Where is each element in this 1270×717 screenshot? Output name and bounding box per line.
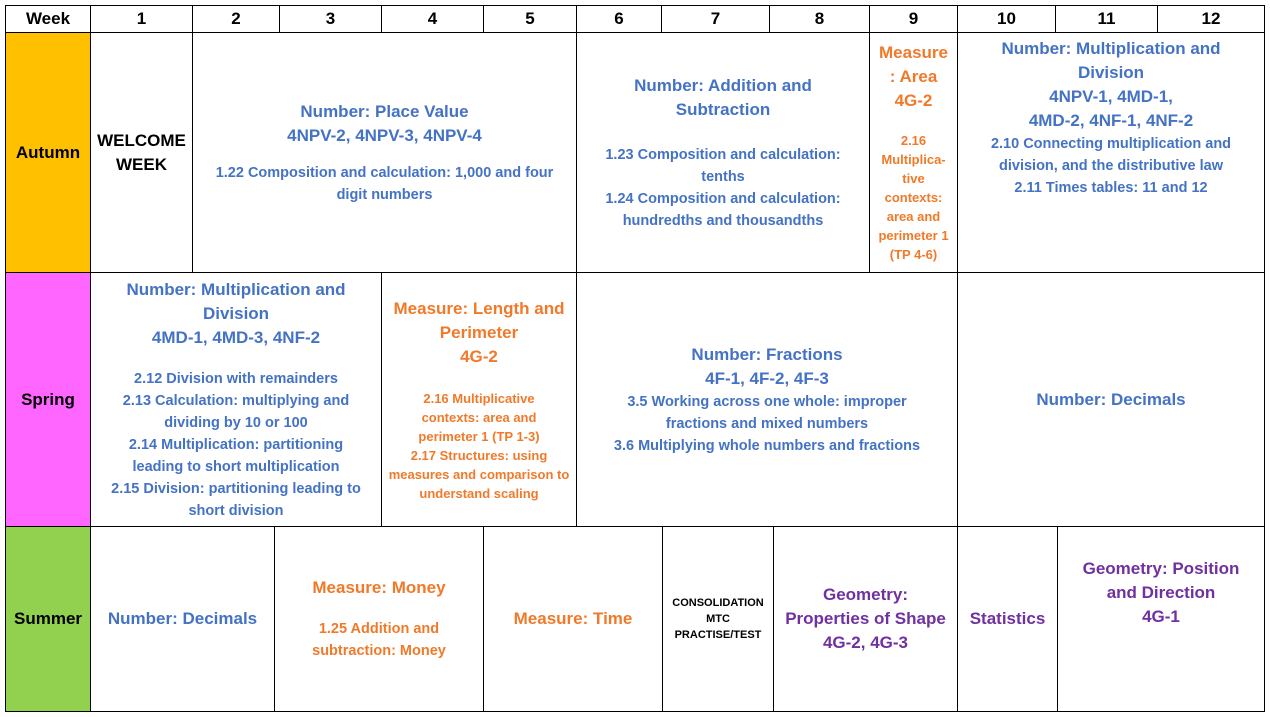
consolidation-line-3: PRACTISE/TEST: [674, 629, 762, 641]
header-week-6: 6: [576, 5, 662, 33]
area-codes: 4G-2: [894, 91, 933, 110]
spring-mult-title-1: Number: Multiplication and: [126, 279, 346, 299]
summer-time: Measure: Time: [483, 526, 663, 712]
position-codes: 4G-1: [1142, 607, 1180, 626]
area-title-2: : Area: [889, 67, 938, 86]
term-spring: Spring: [5, 272, 91, 527]
fractions-step-1: 3.5 Working across one whole: improper fractions and mixed numbers: [627, 393, 907, 432]
welcome-line-1: WELCOME: [97, 130, 186, 150]
header-week-3: 3: [279, 5, 382, 33]
position-title-2: and Direction: [1106, 583, 1216, 602]
summer-statistics: Statistics: [957, 526, 1058, 712]
place-value-codes: 4NPV-2, 4NPV-3, 4NPV-4: [287, 125, 482, 145]
position-title-1: Geometry: Position: [1082, 559, 1240, 578]
autumn-addition-subtraction: [576, 32, 870, 273]
consolidation-line-1: CONSOLIDATION: [672, 597, 764, 609]
header-week-8: 8: [769, 5, 870, 33]
summer-consolidation: [662, 526, 774, 712]
length-title-1: Measure: Length and: [393, 298, 565, 318]
autumn-mult-title-1: Number: Multiplication and: [1001, 39, 1221, 58]
autumn-mult-title-2: Division: [1077, 63, 1145, 82]
spring-mult-step-2: 2.13 Calculation: multiplying and dividing by 10 or 100: [122, 392, 350, 431]
header-week-11: 11: [1055, 5, 1158, 33]
autumn-mult-codes-1: 4NPV-1, 4MD-1,: [1049, 87, 1173, 106]
money-title: Measure: Money: [312, 578, 446, 597]
money-step-1: 1.25 Addition and subtraction: Money: [312, 621, 446, 659]
shape-title-2: Properties of Shape: [785, 609, 946, 628]
autumn-mult-step-2: 2.11 Times tables: 11 and 12: [1014, 180, 1208, 196]
autumn-measure-area: [869, 32, 958, 273]
place-value-step-1: 1.22 Composition and calculation: 1,000 and four digit numbers: [215, 164, 554, 203]
autumn-place-value: [192, 32, 577, 273]
length-step-1: 2.16 Multiplicative contexts: area and perimeter 1 (TP 1-3): [418, 390, 540, 444]
add-sub-step-1: 1.23 Composition and calculation: tenths: [605, 146, 841, 185]
autumn-multiplication-division: [957, 32, 1265, 273]
length-codes: 4G-2: [460, 346, 498, 366]
consolidation-line-2: MTC: [706, 613, 730, 625]
summer-money: [274, 526, 484, 712]
shape-title-1: Geometry:: [822, 585, 909, 604]
autumn-welcome-week: [90, 32, 193, 273]
header-week: Week: [5, 5, 91, 33]
spring-mult-step-1: 2.12 Division with remainders: [134, 370, 338, 387]
welcome-line-2: WEEK: [116, 154, 167, 174]
summer-decimals: Number: Decimals: [90, 526, 275, 712]
area-title-1: Measure: [879, 43, 948, 62]
term-summer: Summer: [5, 526, 91, 712]
spring-mult-step-4: 2.15 Division: partitioning leading to short division: [111, 480, 361, 519]
summer-properties-of-shape: [773, 526, 958, 712]
area-step-1: 2.16 Multiplica-tive contexts: area and perimeter 1 (TP 4-6): [878, 133, 949, 262]
fractions-step-2: 3.6 Multiplying whole numbers and fractions: [613, 437, 921, 454]
length-step-2: 2.17 Structures: using measures and comparison to understand scaling: [388, 447, 570, 501]
spring-mult-step-3: 2.14 Multiplication: partitioning leading to short multiplication: [128, 436, 344, 475]
term-autumn: Autumn: [5, 32, 91, 273]
spring-mult-codes: 4MD-1, 4MD-3, 4NF-2: [151, 327, 321, 347]
header-week-4: 4: [381, 5, 484, 33]
fractions-codes: 4F-1, 4F-2, 4F-3: [705, 368, 829, 388]
spring-multiplication-division: [90, 272, 382, 527]
header-week-5: 5: [483, 5, 577, 33]
header-week-9: 9: [869, 5, 958, 33]
spring-decimals: Number: Decimals: [957, 272, 1265, 527]
spring-length-perimeter: [381, 272, 577, 527]
place-value-title: Number: Place Value: [300, 101, 469, 121]
fractions-title: Number: Fractions: [691, 344, 843, 364]
spring-mult-title-2: Division: [202, 303, 270, 323]
autumn-mult-step-1: 2.10 Connecting multiplication and division, and the distributive law: [990, 136, 1232, 174]
header-week-1: 1: [90, 5, 193, 33]
shape-codes: 4G-2, 4G-3: [822, 633, 909, 652]
spring-fractions: [576, 272, 958, 527]
add-sub-step-2: 1.24 Composition and calculation: hundredths and thousandths: [605, 190, 841, 229]
length-title-2: Perimeter: [439, 322, 519, 342]
header-week-7: 7: [661, 5, 770, 33]
header-week-2: 2: [192, 5, 280, 33]
header-week-10: 10: [957, 5, 1056, 33]
header-week-12: 12: [1157, 5, 1265, 33]
autumn-mult-codes-2: 4MD-2, 4NF-1, 4NF-2: [1028, 111, 1194, 130]
add-sub-title: Number: Addition and Subtraction: [634, 75, 812, 119]
summer-position-direction: [1057, 526, 1265, 712]
